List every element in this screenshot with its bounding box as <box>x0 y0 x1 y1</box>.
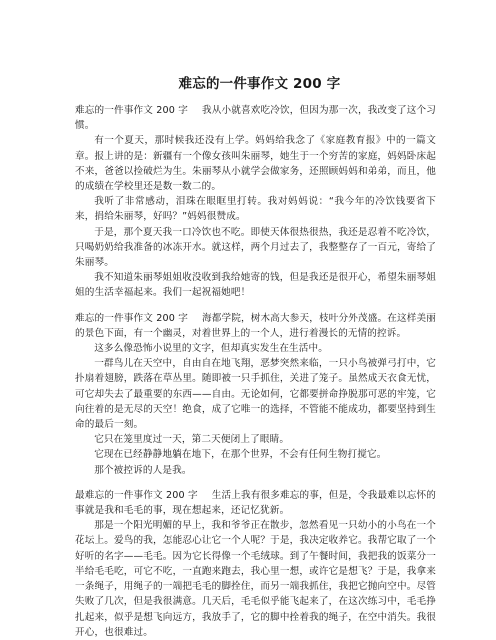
essay-section-1 <box>75 103 436 301</box>
essay-heading-label: 最难忘的一件事作文 200 字 <box>75 489 198 501</box>
essay-section-3 <box>75 488 436 640</box>
essay-paragraph: 那个被控诉的人是我。 <box>94 464 192 476</box>
essay-paragraph: 它现在已经静静地躺在地下，在那个世界，不会有任何生物打搅它。 <box>94 449 387 461</box>
essay-heading-label: 难忘的一件事作文 200 字 <box>75 105 188 116</box>
essay-paragraph: 我不知道朱丽琴姐姐收没收到我给她寄的钱，但是我还是很开心，希望朱丽琴姐姐的生活幸福起来。我们一起祝福她吧！ <box>75 272 436 299</box>
essay-paragraph: 难忘的一件事作文 200 字 我从小就喜欢吃冷饮，但因为那一次，我改变了这个习惯。 <box>75 105 436 132</box>
essay-paragraph: 那是一个阳光明媚的早上，我和爷爷正在散步，忽然看见一只幼小的小鸟在一个花坛上。爱鸟的我，怎能忍心让它一个人呢？于是，我决定收养它。我帮它取了一个好听的名字——毛毛。因为它长得像一个毛绒球。到了午餐时间，我把我的饭菜分一半给毛毛吃，可它不吃，一直跑来跑去，我心里一想，或许它是想飞？于是，我拿来一条绳子，用绳子的一端把毛毛的脚拴住，而另一端我抓住，我把它抛向空中。尽管失败了几次，但是我很满意。几天后，毛毛似乎能飞起来了，在这次练习中，毛毛挣扎起来，似乎是想飞向远方，我放手了，它的脚中拴着我的绳子，在空中消失。我很开心，也很难过。 <box>75 520 436 638</box>
essay-paragraph: 一群鸟儿在天空中，自由自在地飞翔，恶梦突然来临，一只小鸟被弹弓打中，它扑扇着翅膀，跌落在草丛里。随即被一只手抓住，关进了笼子。虽然成天衣食无忧，可它却失去了最重要的东西——自由。无论如何，它都要拼命挣脱那可恶的牢笼，它向往着的是无尽的天空！绝食，成了它唯一的选择，不管能不能成功，都要坚持到生命的最后一刻。 <box>75 358 436 431</box>
essay-paragraph: 有一个夏天，那时候我还没有上学。妈妈给我念了《家庭教育报》中的一篇文章。报上讲的是：新疆有一个像女孩叫朱丽琴，她生于一个穷苦的家庭，妈妈卧床起不来，爸爸以捡破烂为生。朱丽琴从小就学会做家务，还照顾妈妈和弟弟，而且，他的成绩在学校里还是数一数二的。 <box>75 135 436 193</box>
essay-heading-label: 难忘的一件事作文 200 字 <box>75 312 188 324</box>
essay-paragraph: 难忘的一件事作文 200 字 海都学院，树木高大参天，枝叶分外茂盛。在这样美丽的景色下面，有一个幽灵，对着世界上的一个人，进行着漫长的无情的控诉。 <box>75 312 436 339</box>
essay-paragraph: 它只在笼里度过一天，第二天便闭上了眼睛。 <box>94 434 290 446</box>
essay-section-2 <box>75 311 436 478</box>
essay-paragraph: 这多么像恐怖小说里的文字，但却真实发生在生活中。 <box>94 343 329 355</box>
essay-paragraph: 于是，那个夏天我一口冷饮也不吃。即使天体很热很热，我还是忍着不吃冷饮，只喝奶奶给我准备的冰冻开水。就这样，两个月过去了，我整整存了一百元，寄给了朱丽琴。 <box>75 226 436 269</box>
page-title: 难忘的一件事作文 200 字 <box>178 76 341 92</box>
essay-paragraph: 我听了非常感动，泪珠在眼眶里打转。我对妈妈说：“我今年的冷饮钱要省下来，捐给朱丽琴，好吗？”妈妈很赞成。 <box>75 196 436 223</box>
essay-paragraph: 最难忘的一件事作文 200 字 生活上我有很多难忘的事，但是，令我最难以忘怀的事就是我和毛毛的事，现在想起来，还记忆犹新。 <box>75 489 436 517</box>
